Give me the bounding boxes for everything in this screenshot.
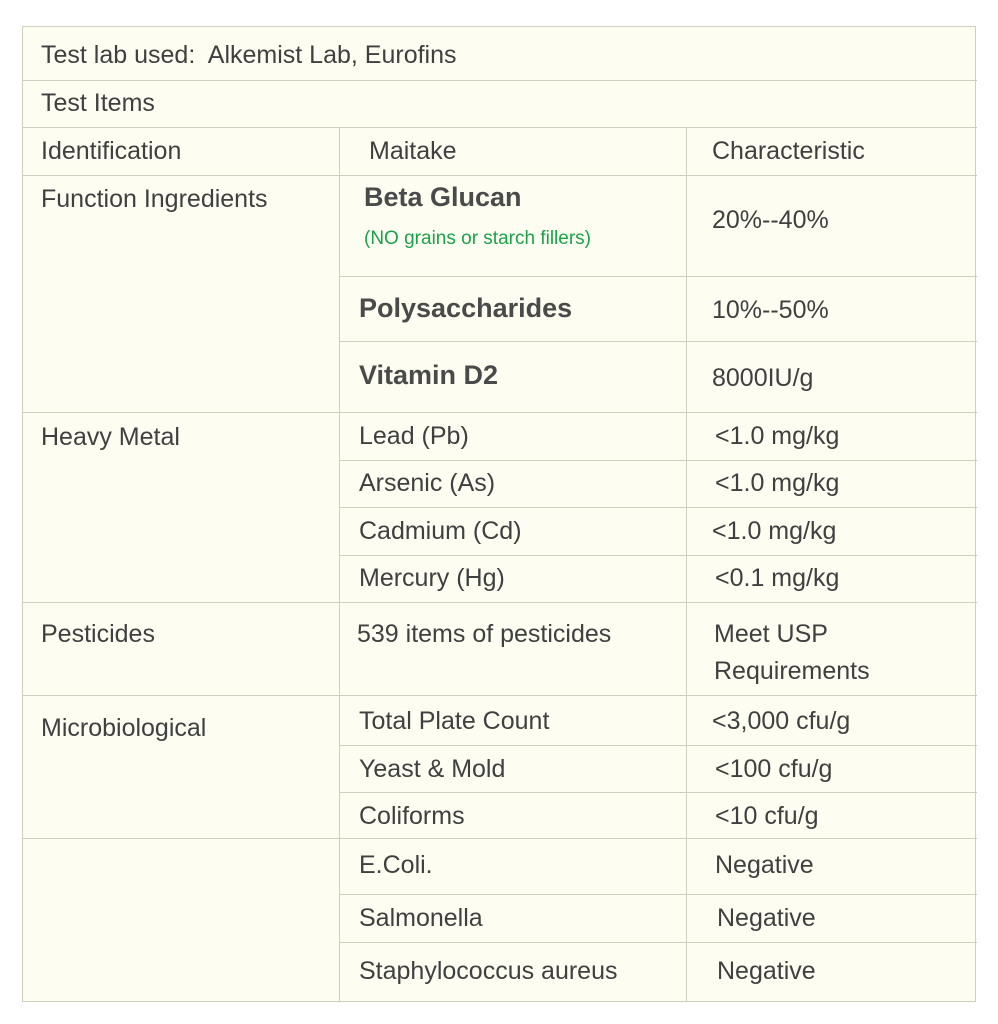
heavy-metal-value: <1.0 mg/kg [712, 517, 837, 545]
test-items-label: Test Items [41, 89, 155, 117]
row-divider [23, 695, 977, 696]
header-identification: Identification [41, 137, 182, 165]
micro-item: Total Plate Count [359, 707, 550, 735]
lab-label: Test lab used: Alkemist Lab, Eurofins [41, 41, 457, 69]
test-results-table [22, 26, 976, 1002]
category-heavy-metal: Heavy Metal [41, 423, 180, 451]
micro-item: Salmonella [359, 904, 483, 932]
vitamin-d2-label: Vitamin D2 [359, 360, 499, 390]
heavy-metal-value: <1.0 mg/kg [715, 469, 840, 497]
row-divider [339, 341, 977, 342]
header-characteristic: Characteristic [712, 137, 865, 165]
heavy-metal-item: Mercury (Hg) [359, 564, 505, 592]
vitamin-d2-value: 8000IU/g [712, 364, 814, 392]
category-pesticides: Pesticides [41, 620, 155, 648]
row-divider [339, 460, 977, 461]
column-divider [686, 127, 687, 1001]
row-divider [23, 80, 977, 81]
row-divider [339, 507, 977, 508]
pesticides-value: Meet USP Requirements [714, 620, 870, 685]
micro-value: Negative [717, 904, 816, 932]
micro-item: Staphylococcus aureus [359, 957, 618, 985]
micro-value: Negative [717, 957, 816, 985]
row-divider [339, 745, 977, 746]
beta-glucan-note: (NO grains or starch fillers) [364, 228, 591, 249]
heavy-metal-value: <1.0 mg/kg [715, 422, 840, 450]
row-divider [23, 838, 977, 839]
row-divider [339, 792, 977, 793]
row-divider [339, 276, 977, 277]
micro-value: Negative [715, 851, 814, 879]
micro-value: <3,000 cfu/g [712, 707, 851, 735]
category-microbiological: Microbiological [41, 714, 207, 742]
heavy-metal-item: Cadmium (Cd) [359, 517, 522, 545]
heavy-metal-item: Arsenic (As) [359, 469, 496, 497]
micro-value: <100 cfu/g [715, 755, 833, 783]
header-maitake: Maitake [369, 137, 457, 165]
lab-names: Alkemist Lab, Eurofins [207, 41, 457, 69]
polysaccharides-label: Polysaccharides [359, 293, 573, 323]
micro-item: Yeast & Mold [359, 755, 506, 783]
row-divider [339, 894, 977, 895]
row-divider [23, 175, 977, 176]
row-divider [339, 555, 977, 556]
micro-value: <10 cfu/g [715, 802, 819, 830]
micro-item: Coliforms [359, 802, 465, 830]
heavy-metal-value: <0.1 mg/kg [715, 564, 840, 592]
micro-item: E.Coli. [359, 851, 433, 879]
column-divider [339, 127, 340, 1001]
category-function-ingredients: Function Ingredients [41, 185, 268, 213]
row-divider [23, 127, 977, 128]
row-divider [339, 942, 977, 943]
polysaccharides-value: 10%--50% [712, 296, 829, 324]
row-divider [23, 602, 977, 603]
beta-glucan-label: Beta Glucan [364, 182, 522, 212]
heavy-metal-item: Lead (Pb) [359, 422, 469, 450]
beta-glucan-value: 20%--40% [712, 206, 829, 234]
pesticides-item: 539 items of pesticides [357, 620, 612, 648]
row-divider [23, 412, 977, 413]
